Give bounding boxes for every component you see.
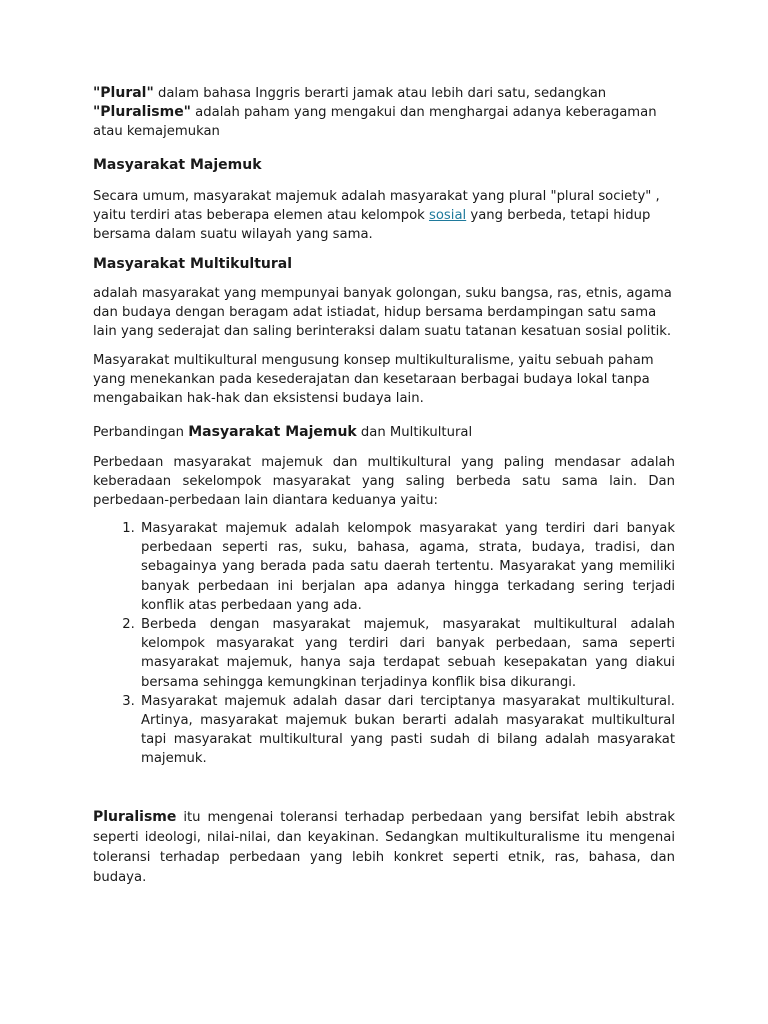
multikultural-paragraph-1: adalah masyarakat yang mempunyai banyak golongan, suku bangsa, ras, etnis, agama dan budaya dengan beragam adat istiadat, hidup bersama berdampingan satu sama lain yang sederajat dan saling berinteraksi dalam suatu tatanan kesatuan sosial politik.: [93, 286, 672, 339]
perbandingan-intro: Perbedaan masyarakat majemuk dan multikultural yang paling mendasar adalah keberadaan sekelompok masyarakat yang saling berbeda satu sama lain. Dan perbedaan-perbedaan lain diantara keduanya yaitu:: [93, 455, 675, 508]
perbandingan-bold: Masyarakat Majemuk: [188, 424, 357, 440]
heading-majemuk: Masyarakat Majemuk: [93, 157, 262, 173]
closing-text: itu mengenai toleransi terhadap perbedaan yang bersifat lebih abstrak seperti ideologi, nilai-nilai, dan keyakinan. Sedangkan multikulturalisme itu mengenai toleransi terhadap perbedaan yang lebih konkret seperti etnik, ras, bahasa, dan budaya.: [93, 809, 675, 885]
majemuk-paragraph: [93, 187, 675, 244]
link-sosial[interactable]: sosial: [428, 208, 467, 223]
perbandingan-prefix: Perbandingan: [93, 425, 189, 440]
list-item: 2. Berbeda dengan masyarakat majemuk, masyarakat multikultural adalah kelompok masyarakat yang terdiri dari banyak perbedaan, sama seperti masyarakat majemuk, hanya saja terdapat sebuah kesepakatan yang diakui bersama sehingga kemungkinan terjadinya konflik bisa dikurangi.: [139, 615, 675, 692]
intro-text-2: adalah paham yang mengakui dan menghargai adanya keberagaman atau kemajemukan: [93, 105, 657, 139]
perbandingan-heading: [93, 422, 675, 443]
intro-paragraph: [93, 84, 675, 141]
perbandingan-suffix: dan Multikultural: [356, 425, 473, 440]
intro-text-1: dalam bahasa Inggris berarti jamak atau lebih dari satu, sedangkan: [153, 86, 607, 101]
document-page: [93, 84, 675, 888]
term-pluralisme-closing: Pluralisme: [93, 808, 177, 825]
perbandingan-list: [93, 519, 675, 769]
list-item: 1. Masyarakat majemuk adalah kelompok masyarakat yang terdiri dari banyak perbedaan seperti ras, suku, bahasa, agama, strata, budaya, tradisi, dan sebagainya yang berada pada satu daerah tertentu. Masyarakat yang memiliki banyak perbedaan ini berjalan apa adanya hingga terkadang sering terjadi konflik atas perbedaan yang ada.: [139, 519, 675, 615]
closing-paragraph: [93, 807, 675, 888]
heading-multikultural: Masyarakat Multikultural: [93, 256, 293, 272]
majemuk-text-2: yang berbeda, tetapi hidup bersama dalam suatu wilayah yang sama.: [93, 208, 651, 242]
multikultural-paragraph-2: Masyarakat multikultural mengusung konsep multikulturalisme, yaitu sebuah paham yang menekankan pada kesederajatan dan kesetaraan berbagai budaya lokal tanpa mengabaikan hak-hak dan eksistensi budaya lain.: [93, 353, 654, 406]
list-item: 3. Masyarakat majemuk adalah dasar dari terciptanya masyarakat multikultural. Artinya, masyarakat majemuk bukan berarti adalah masyarakat multikultural tapi masyarakat multikultural yang pasti sudah di bilang adalah masyarakat majemuk.: [139, 692, 675, 769]
term-pluralisme: "Pluralisme": [93, 104, 191, 120]
term-plural: "Plural": [93, 85, 154, 101]
majemuk-text-1: Secara umum, masyarakat majemuk adalah masyarakat yang plural "plural society" , yaitu terdiri atas beberapa elemen atau kelompok: [93, 189, 660, 223]
